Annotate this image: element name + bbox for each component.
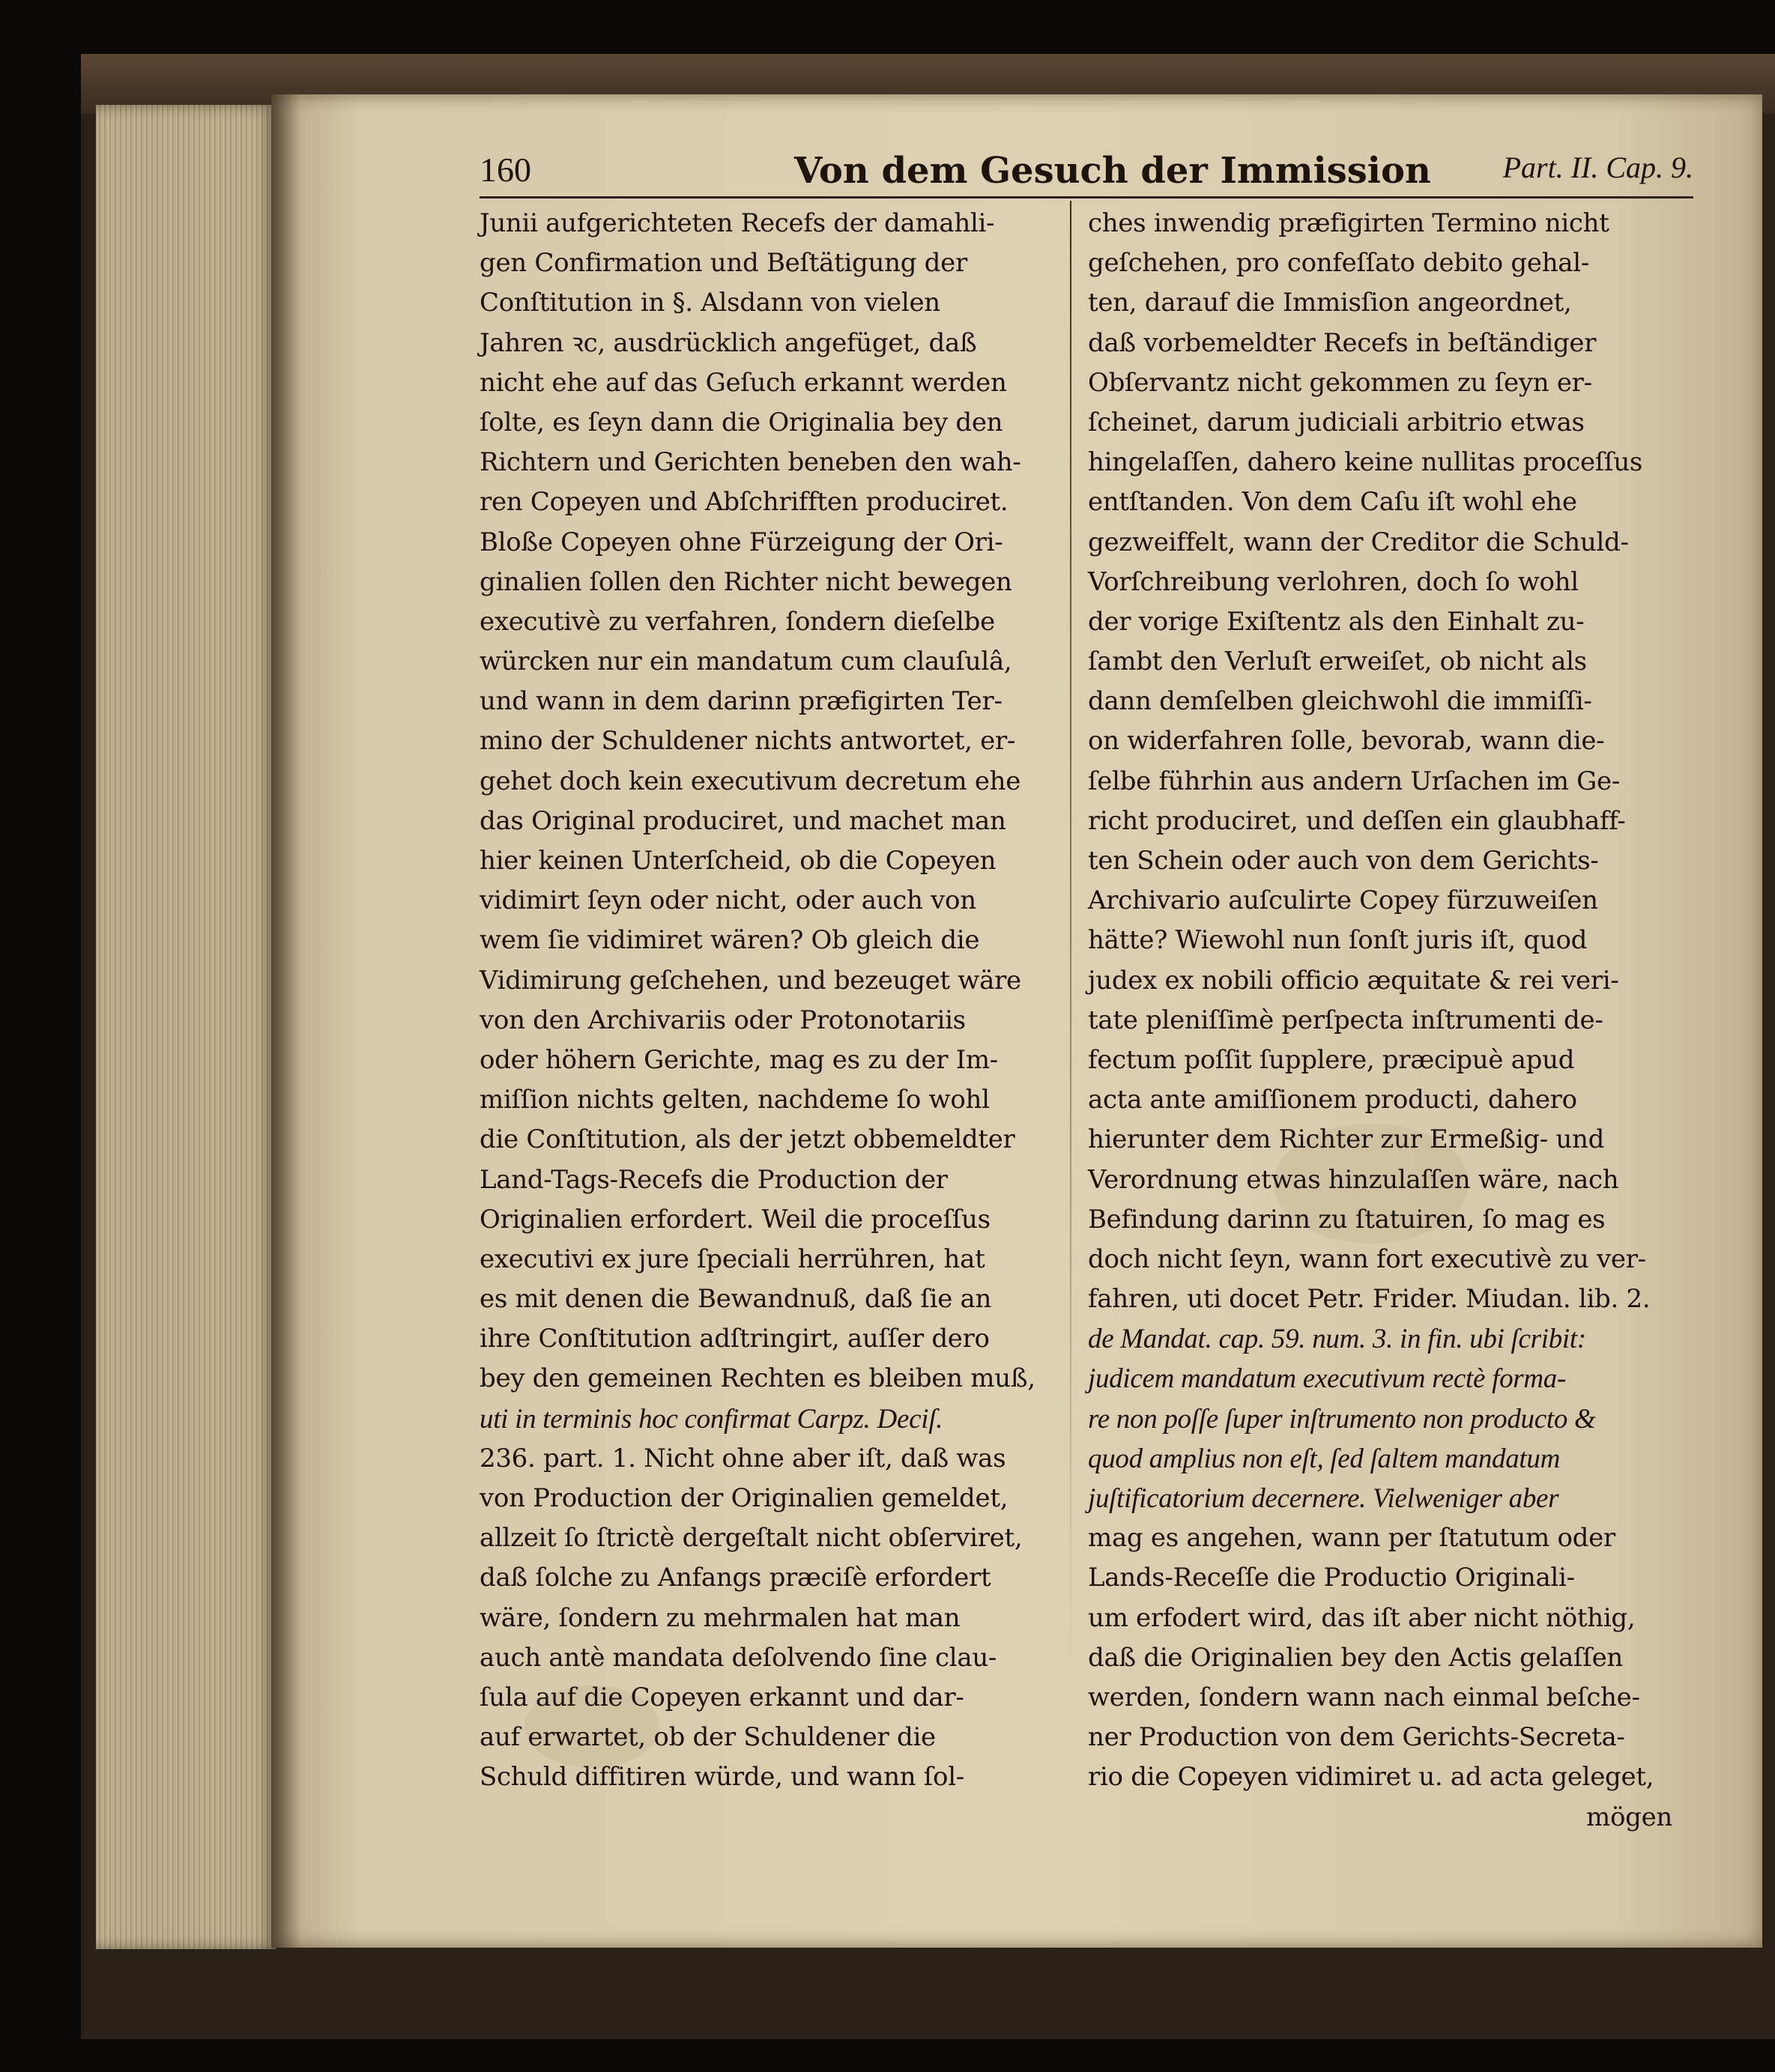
- text-line: ſula auf die Copeyen erkannt und dar-: [480, 1682, 964, 1712]
- text-line: bey den gemeinen Rechten es bleiben muß,: [480, 1363, 1035, 1394]
- text-line: ten, darauf die Immisſion angeordnet,: [1088, 288, 1572, 318]
- text-line: Befindung darinn zu ſtatuiren, ſo mag es: [1088, 1204, 1606, 1235]
- text-line: hingelaſſen, dahero keine nullitas proceſſus: [1088, 447, 1643, 478]
- text-line: Schuld diffitiren würde, und wann ſol-: [480, 1762, 964, 1793]
- text-line: rio die Copeyen vidimiret u. ad acta geleget,: [1088, 1762, 1654, 1793]
- text-line: von Production der Originalien gemeldet,: [480, 1483, 1009, 1513]
- text-line: Vorſchreibung verlohren, doch ſo wohl: [1088, 566, 1579, 597]
- text-line: wäre, ſondern zu mehrmalen hat man: [480, 1602, 961, 1633]
- text-line: Originalien erfordert. Weil die proceſſus: [480, 1204, 991, 1235]
- text-line: gen Confirmation und Beſtätigung der: [480, 248, 967, 279]
- text-line: allzeit ſo ſtrictè dergeſtalt nicht obſerviret,: [480, 1523, 1023, 1554]
- text-line: miſſion nichts gelten, nachdeme ſo wohl: [480, 1085, 990, 1115]
- text-line: hierunter dem Richter zur Ermeßig- und: [1088, 1124, 1605, 1155]
- text-line: um erfodert wird, das iſt aber nicht nöthig,: [1088, 1602, 1636, 1633]
- text-line: die Conſtitution, als der jetzt obbemeldter: [480, 1124, 1015, 1155]
- text-line: executivi ex jure ſpeciali herrühren, hat: [480, 1243, 985, 1274]
- column-divider: [1070, 201, 1071, 1804]
- text-line: ren Copeyen und Abſchrifften produciret.: [480, 487, 1009, 518]
- text-line: werden, ſondern wann nach einmal beſche-: [1088, 1682, 1640, 1712]
- text-line: ner Production von dem Gerichts-Secreta-: [1088, 1722, 1625, 1753]
- text-line: quod amplius non eſt, ſed ſaltem mandatum: [1088, 1443, 1561, 1474]
- text-line: Lands-Receſſe die Productio Originali-: [1088, 1563, 1575, 1593]
- text-line: judex ex nobili officio æquitate & rei veri-: [1088, 965, 1619, 996]
- text-line: hätte? Wiewohl nun ſonſt juris iſt, quod: [1088, 925, 1588, 956]
- text-line: 236. part. 1. Nicht ohne aber iſt, daß was: [480, 1443, 1006, 1473]
- text-line: Verordnung etwas hinzulaſſen wäre, nach: [1088, 1164, 1619, 1195]
- text-line: Junii aufgerichteten Recefs der damahli-: [480, 208, 995, 238]
- text-line: auf erwartet, ob der Schuldener die: [480, 1722, 936, 1753]
- text-line: ihre Conſtitution adſtringirt, auſſer dero: [480, 1324, 990, 1354]
- page-edges: [96, 105, 276, 1949]
- text-line: mino der Schuldener nichts antwortet, er-: [480, 726, 1016, 757]
- text-line: re non poſſe ſuper inſtrumento non producto &: [1088, 1403, 1596, 1435]
- text-line: uti in terminis hoc confirmat Carpz. Deciſ.: [480, 1403, 943, 1435]
- text-line: der vorige Exiſtentz als den Einhalt zu-: [1088, 606, 1585, 637]
- header-rule: [480, 196, 1693, 199]
- left-text-column: [480, 204, 1060, 1798]
- right-text-column: [1088, 204, 1672, 1838]
- text-line: gehet doch kein executivum decretum ehe: [480, 766, 1021, 796]
- text-line: von den Archivariis oder Protonotariis: [480, 1005, 966, 1035]
- text-line: entſtanden. Von dem Caſu iſt wohl ehe: [1088, 487, 1577, 518]
- gutter-shadow: [271, 94, 301, 1948]
- text-line: daß vorbemeldter Recefs in beſtändiger: [1088, 327, 1597, 358]
- text-line: ſolte, es ſeyn dann die Originalia bey den: [480, 407, 1003, 437]
- text-line: ches inwendig præfigirten Termino nicht: [1088, 208, 1609, 238]
- text-line: ginalien ſollen den Richter nicht bewegen: [480, 566, 1012, 597]
- text-line: mag es angehen, wann per ſtatutum oder: [1088, 1523, 1615, 1554]
- text-line: ten Schein oder auch von dem Gerichts-: [1088, 846, 1599, 876]
- running-title: Von dem Gesuch der Immission: [794, 150, 1431, 192]
- page-number: 160: [480, 151, 531, 189]
- text-line: Land-Tags-Recefs die Production der: [480, 1164, 948, 1195]
- text-line: doch nicht ſeyn, wann fort executivè zu ver-: [1088, 1243, 1646, 1274]
- text-line: das Original produciret, und machet man: [480, 805, 1006, 836]
- text-line: vidimirt ſeyn oder nicht, oder auch von: [480, 885, 976, 916]
- text-line: Bloße Copeyen ohne Fürzeigung der Ori-: [480, 527, 1003, 557]
- text-line: ſcheinet, darum judiciali arbitrio etwas: [1088, 407, 1585, 437]
- text-line: Obſervantz nicht gekommen zu ſeyn er-: [1088, 367, 1592, 398]
- part-chapter-label: Part. II. Cap. 9.: [1502, 151, 1693, 184]
- text-line: fectum poſſit ſupplere, præcipuè apud: [1088, 1044, 1575, 1075]
- text-line: de Mandat. cap. 59. num. 3. in fin. ubi ſcribit:: [1088, 1324, 1586, 1355]
- text-line: Vidimirung geſchehen, und bezeuget wäre: [480, 965, 1021, 996]
- text-line: acta ante amiſſionem producti, dahero: [1088, 1085, 1577, 1115]
- text-line: richt produciret, und deſſen ein glaubhaff-: [1088, 805, 1626, 836]
- text-line: nicht ehe auf das Geſuch erkannt werden: [480, 367, 1007, 398]
- text-line: würcken nur ein mandatum cum clauſulâ,: [480, 646, 1012, 677]
- text-line: Conſtitution in §. Alsdann von vielen: [480, 288, 940, 318]
- text-line: es mit denen die Bewandnuß, daß ſie an: [480, 1284, 992, 1315]
- text-line: dann demſelben gleichwohl die immiſſi-: [1088, 686, 1592, 717]
- text-line: hier keinen Unterſcheid, ob die Copeyen: [480, 846, 997, 876]
- text-line: executivè zu verfahren, ſondern dieſelbe: [480, 606, 995, 637]
- text-line: oder höhern Gerichte, mag es zu der Im-: [480, 1044, 998, 1075]
- text-line: daß ſolche zu Anfangs præciſè erfordert: [480, 1563, 991, 1593]
- text-line: wem ſie vidimiret wären? Ob gleich die: [480, 925, 980, 956]
- text-line: gezweiffelt, wann der Creditor die Schuld-: [1088, 527, 1629, 557]
- text-line: auch antè mandata deſolvendo ſine clau-: [480, 1642, 997, 1673]
- text-line: fahren, uti docet Petr. Frider. Miudan. lib. 2.: [1088, 1284, 1651, 1315]
- text-line: geſchehen, pro confeſſato debito gehal-: [1088, 248, 1590, 279]
- text-line: mögen: [1586, 1802, 1672, 1832]
- text-line: ſelbe führhin aus andern Urſachen im Ge-: [1088, 766, 1621, 796]
- text-line: on widerfahren ſolle, bevorab, wann die-: [1088, 726, 1605, 757]
- text-line: ſambt den Verluſt erweiſet, ob nicht als: [1088, 646, 1587, 677]
- text-line: Archivario auſculirte Copey fürzuweiſen: [1088, 885, 1598, 916]
- text-line: Jahren ꝛc, ausdrücklich angefüget, daß: [480, 327, 977, 358]
- text-line: daß die Originalien bey den Actis gelaſſen: [1088, 1642, 1624, 1673]
- text-line: Richtern und Gerichten beneben den wah-: [480, 447, 1021, 478]
- text-line: judicem mandatum executivum rectè forma-: [1088, 1363, 1567, 1395]
- page-header: [480, 150, 1693, 196]
- text-line: juſtificatorium decernere. Vielweniger aber: [1088, 1483, 1559, 1514]
- text-line: und wann in dem darinn præfigirten Ter-: [480, 686, 1003, 717]
- text-line: tate pleniſſimè perſpecta inſtrumenti de-: [1088, 1005, 1603, 1035]
